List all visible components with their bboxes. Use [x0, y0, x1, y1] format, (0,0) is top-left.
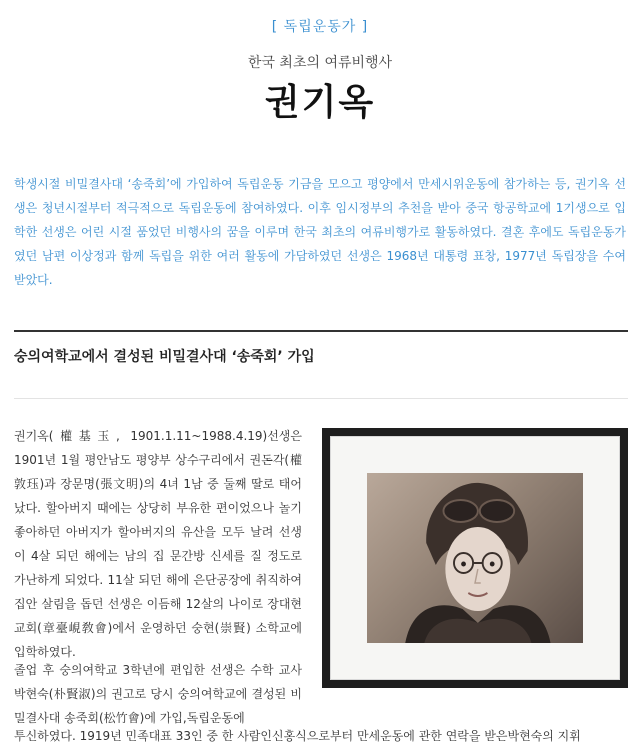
portrait-mat [330, 436, 620, 680]
heading-divider [14, 398, 628, 399]
section-divider [14, 330, 628, 332]
portrait-photo [367, 473, 583, 643]
body-paragraph-3: 투신하였다. 1919년 민족대표 33인 중 한 사람인신홍식으로부터 만세운동에 관한 연락을 받은박현숙의 지휘 [14, 729, 581, 743]
intro-paragraph: 학생시절 비밀결사대 ‘송죽회’에 가입하여 독립운동 기금을 모으고 평양에서 만세시위운동에 참가하는 등, 권기옥 선생은 청년시절부터 적극적으로 독립운동에 참여하였다. 이후 임시정부의 추천을 받아 중국 항공학교에 1기생으로 입학한 선생은 어린 시절 품었던 비행사의 꿈을 이루며 한국 최초의 여류비행가로 활동하였다. 결혼 후에도 독립운동가였던 남편 이상정과 함께 독립을 위한 여러 활동에 가담하였던 선생은 1968년 대통령 표창, 1977년 독립장을 수여 받았다. [14, 177, 626, 287]
page-subtitle: 한국 최초의 여류비행사 [247, 55, 393, 71]
page-title: 권기옥 [264, 81, 376, 123]
portrait-frame [322, 428, 628, 688]
portrait-photo-icon [367, 473, 583, 643]
section-heading: 숭의여학교에서 결성된 비밀결사대 ‘송죽회’ 가입 [14, 349, 315, 365]
body-paragraph-1: 권기옥(權基玉, 1901.1.11~1988.4.19)선생은 1901년 1월 평안남도 평양부 상수구리에서 권돈각(權敦珏)과 장문명(張文明)의 4녀 1남 중 둘째 딸로 태어났다. 할아버지 때에는 상당히 부유한 편이었으나 놀기 좋아하던 아버지가 할아버지의 유산을 모두 날려 선생이 4살 되던 해에는 남의 집 문간방 신세를 질 정도로 가난하게 되었다. 11살 되던 해에 은단공장에 취직하여 집안 살림을 돕던 선생은 이듬해 12살의 나이로 장대현교회(章臺峴敎會)에서 운영하던 숭현(崇賢) 소학교에 입학하였다. [14, 429, 302, 659]
body-paragraph-2: 졸업 후 숭의여학교 3학년에 편입한 선생은 수학 교사 박현숙(朴賢淑)의 권고로 당시 숭의여학교에 결성된 비밀결사대 송죽회(松竹會)에 가입,독립운동에 [14, 663, 302, 725]
category-label: [ 독립운동가 ] [271, 19, 369, 35]
